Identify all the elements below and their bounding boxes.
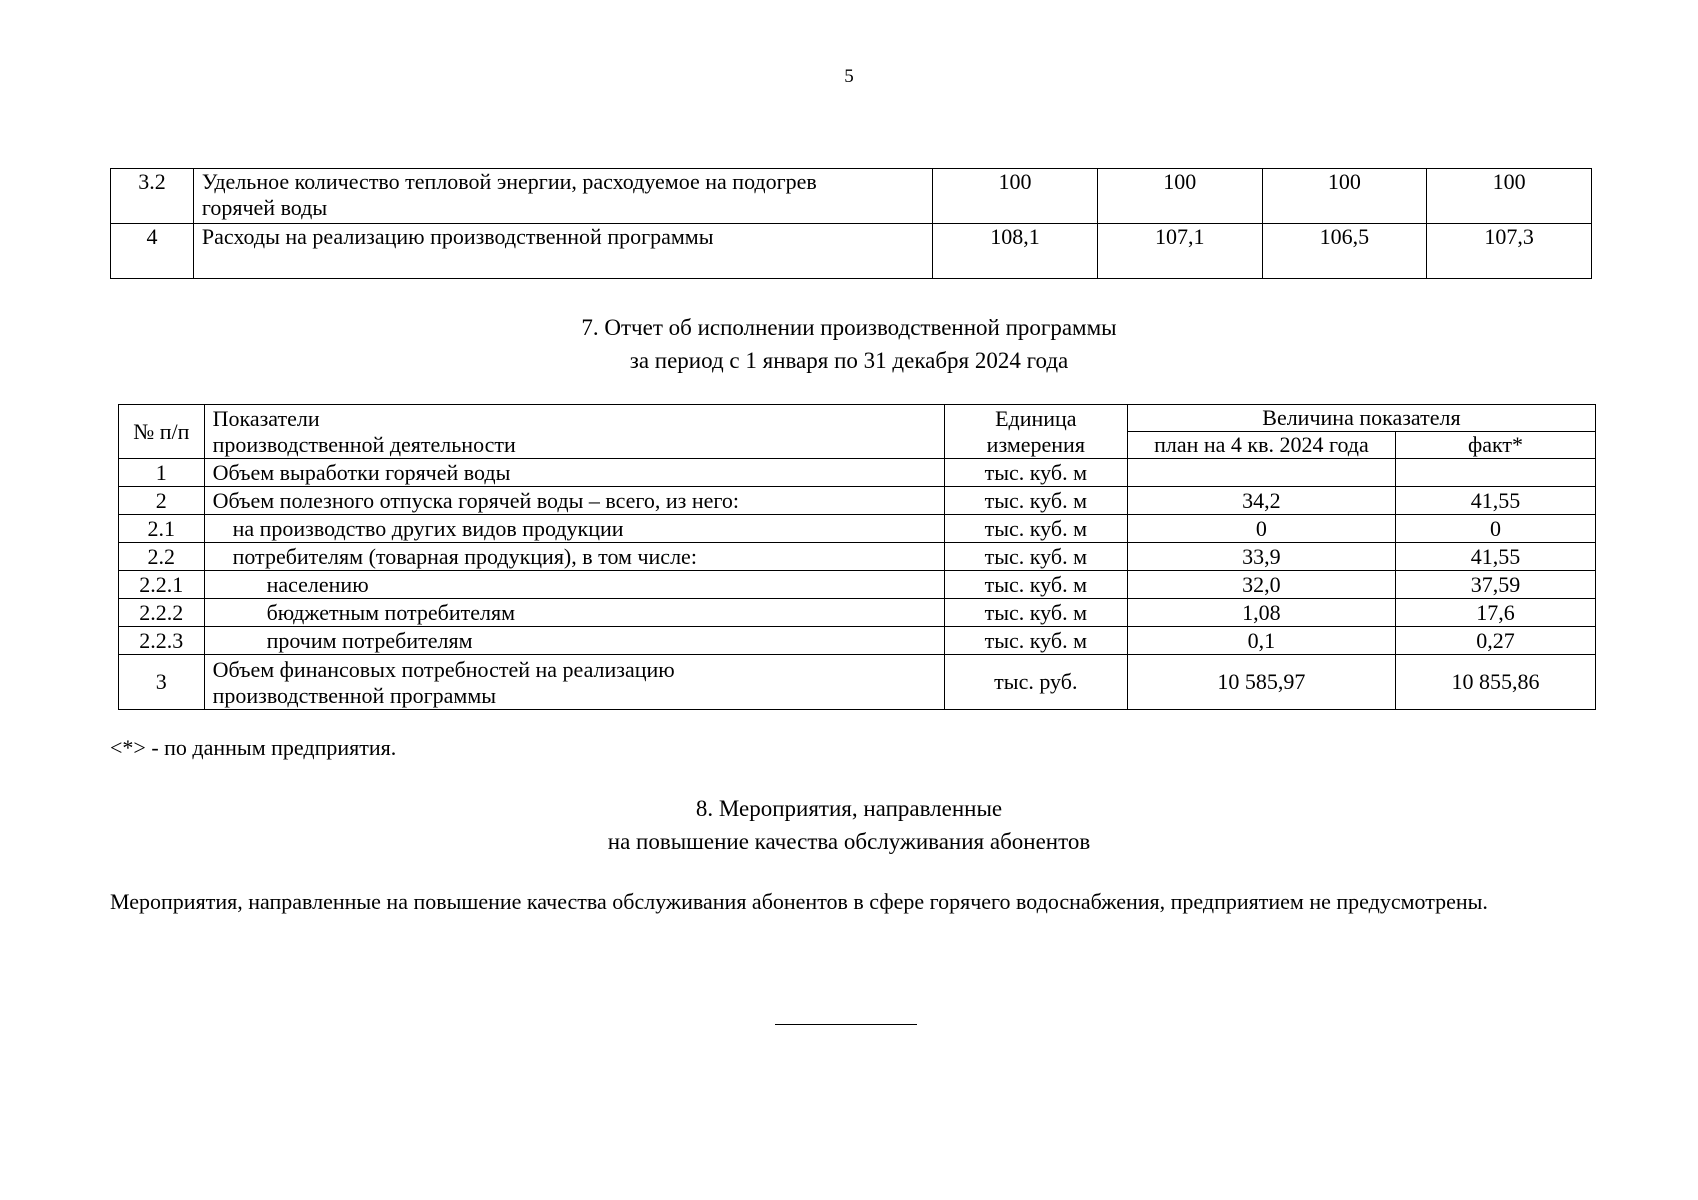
row-unit: тыс. куб. м — [944, 599, 1127, 627]
row-unit: тыс. куб. м — [944, 515, 1127, 543]
row-name-line: Удельное количество тепловой энергии, расходуемое на подогрев — [201, 169, 817, 194]
row-fact: 37,59 — [1395, 571, 1595, 599]
row-fact: 41,55 — [1395, 543, 1595, 571]
row-value: 107,1 — [1097, 224, 1262, 279]
row-number: 2.2.3 — [119, 627, 205, 655]
row-number: 4 — [111, 224, 194, 279]
row-name-line: производственной программы — [212, 683, 497, 708]
row-value: 100 — [1427, 169, 1592, 224]
row-name: населению — [204, 571, 944, 599]
row-unit: тыс. куб. м — [944, 627, 1127, 655]
row-value: 106,5 — [1262, 224, 1427, 279]
row-plan: 0,1 — [1127, 627, 1395, 655]
row-name: Расходы на реализацию производственной программы — [193, 224, 932, 279]
row-unit: тыс. куб. м — [944, 459, 1127, 487]
table-row — [119, 655, 1596, 710]
header-line: Показатели — [212, 405, 320, 431]
row-fact: 0 — [1395, 515, 1595, 543]
row-value: 100 — [1097, 169, 1262, 224]
row-fact: 17,6 — [1395, 599, 1595, 627]
row-name: потребителям (товарная продукция), в том числе: — [204, 543, 944, 571]
report-table — [118, 404, 1596, 710]
header-value-group: Величина показателя — [1127, 405, 1595, 432]
section-title-line: 7. Отчет об исполнении производственной программы — [581, 315, 1117, 340]
table-row — [119, 487, 1596, 515]
row-name: бюджетным потребителям — [204, 599, 944, 627]
row-name: Объем выработки горячей воды — [204, 459, 944, 487]
row-number: 1 — [119, 459, 205, 487]
section-title-line: за период с 1 января по 31 декабря 2024 года — [629, 348, 1069, 373]
row-fact: 10 855,86 — [1395, 655, 1595, 710]
section-8-text: Мероприятия, направленные на повышение качества обслуживания абонентов в сфере горячего водоснабжения, предприятием не предусмотрены. — [110, 889, 1488, 914]
row-name: Объем полезного отпуска горячей воды – всего, из него: — [204, 487, 944, 515]
table-row — [111, 169, 1592, 224]
row-plan: 0 — [1127, 515, 1395, 543]
row-name: на производство других видов продукции — [204, 515, 944, 543]
header-row — [119, 405, 1596, 432]
section-title-line: на повышение качества обслуживания абонентов — [607, 829, 1091, 854]
header-num: № п/п — [119, 405, 205, 459]
header-line: Единица — [995, 405, 1077, 431]
table-row — [119, 543, 1596, 571]
header-line: измерения — [986, 431, 1085, 457]
table-row — [119, 515, 1596, 543]
row-number: 3 — [119, 655, 205, 710]
row-value: 107,3 — [1427, 224, 1592, 279]
footnote: <*> - по данным предприятия. — [110, 735, 397, 760]
header-line: производственной деятельности — [212, 431, 516, 457]
row-fact: 0,27 — [1395, 627, 1595, 655]
section-7-title — [0, 311, 1698, 377]
row-unit: тыс. куб. м — [944, 571, 1127, 599]
row-unit: тыс. куб. м — [944, 543, 1127, 571]
closing-rule — [775, 1024, 917, 1025]
header-plan: план на 4 кв. 2024 года — [1127, 432, 1395, 459]
row-number: 2.2.1 — [119, 571, 205, 599]
section-8-title — [0, 792, 1698, 858]
row-unit: тыс. куб. м — [944, 487, 1127, 515]
section-title-line: 8. Мероприятия, направленные — [695, 796, 1003, 821]
table-row — [119, 627, 1596, 655]
header-fact: факт* — [1395, 432, 1595, 459]
row-plan: 1,08 — [1127, 599, 1395, 627]
row-number: 2.1 — [119, 515, 205, 543]
row-plan: 10 585,97 — [1127, 655, 1395, 710]
previous-table — [110, 168, 1592, 279]
row-value: 100 — [1262, 169, 1427, 224]
row-plan: 33,9 — [1127, 543, 1395, 571]
row-plan: 34,2 — [1127, 487, 1395, 515]
table-row — [119, 571, 1596, 599]
row-name-line: горячей воды — [201, 195, 328, 220]
row-number: 2.2.2 — [119, 599, 205, 627]
row-value: 100 — [933, 169, 1098, 224]
row-fact: 41,55 — [1395, 487, 1595, 515]
row-value: 108,1 — [933, 224, 1098, 279]
row-number: 2.2 — [119, 543, 205, 571]
row-number: 2 — [119, 487, 205, 515]
row-name — [204, 655, 944, 710]
header-indicators — [204, 405, 944, 459]
row-name: прочим потребителям — [204, 627, 944, 655]
row-plan: 32,0 — [1127, 571, 1395, 599]
row-name-line: Объем финансовых потребностей на реализацию — [212, 657, 675, 682]
table-row — [119, 599, 1596, 627]
table-row — [111, 224, 1592, 279]
row-number: 3.2 — [111, 169, 194, 224]
row-name — [193, 169, 932, 224]
table-row — [119, 459, 1596, 487]
row-fact — [1395, 459, 1595, 487]
page-number: 5 — [844, 66, 854, 87]
header-unit — [944, 405, 1127, 459]
row-unit: тыс. руб. — [944, 655, 1127, 710]
row-plan — [1127, 459, 1395, 487]
